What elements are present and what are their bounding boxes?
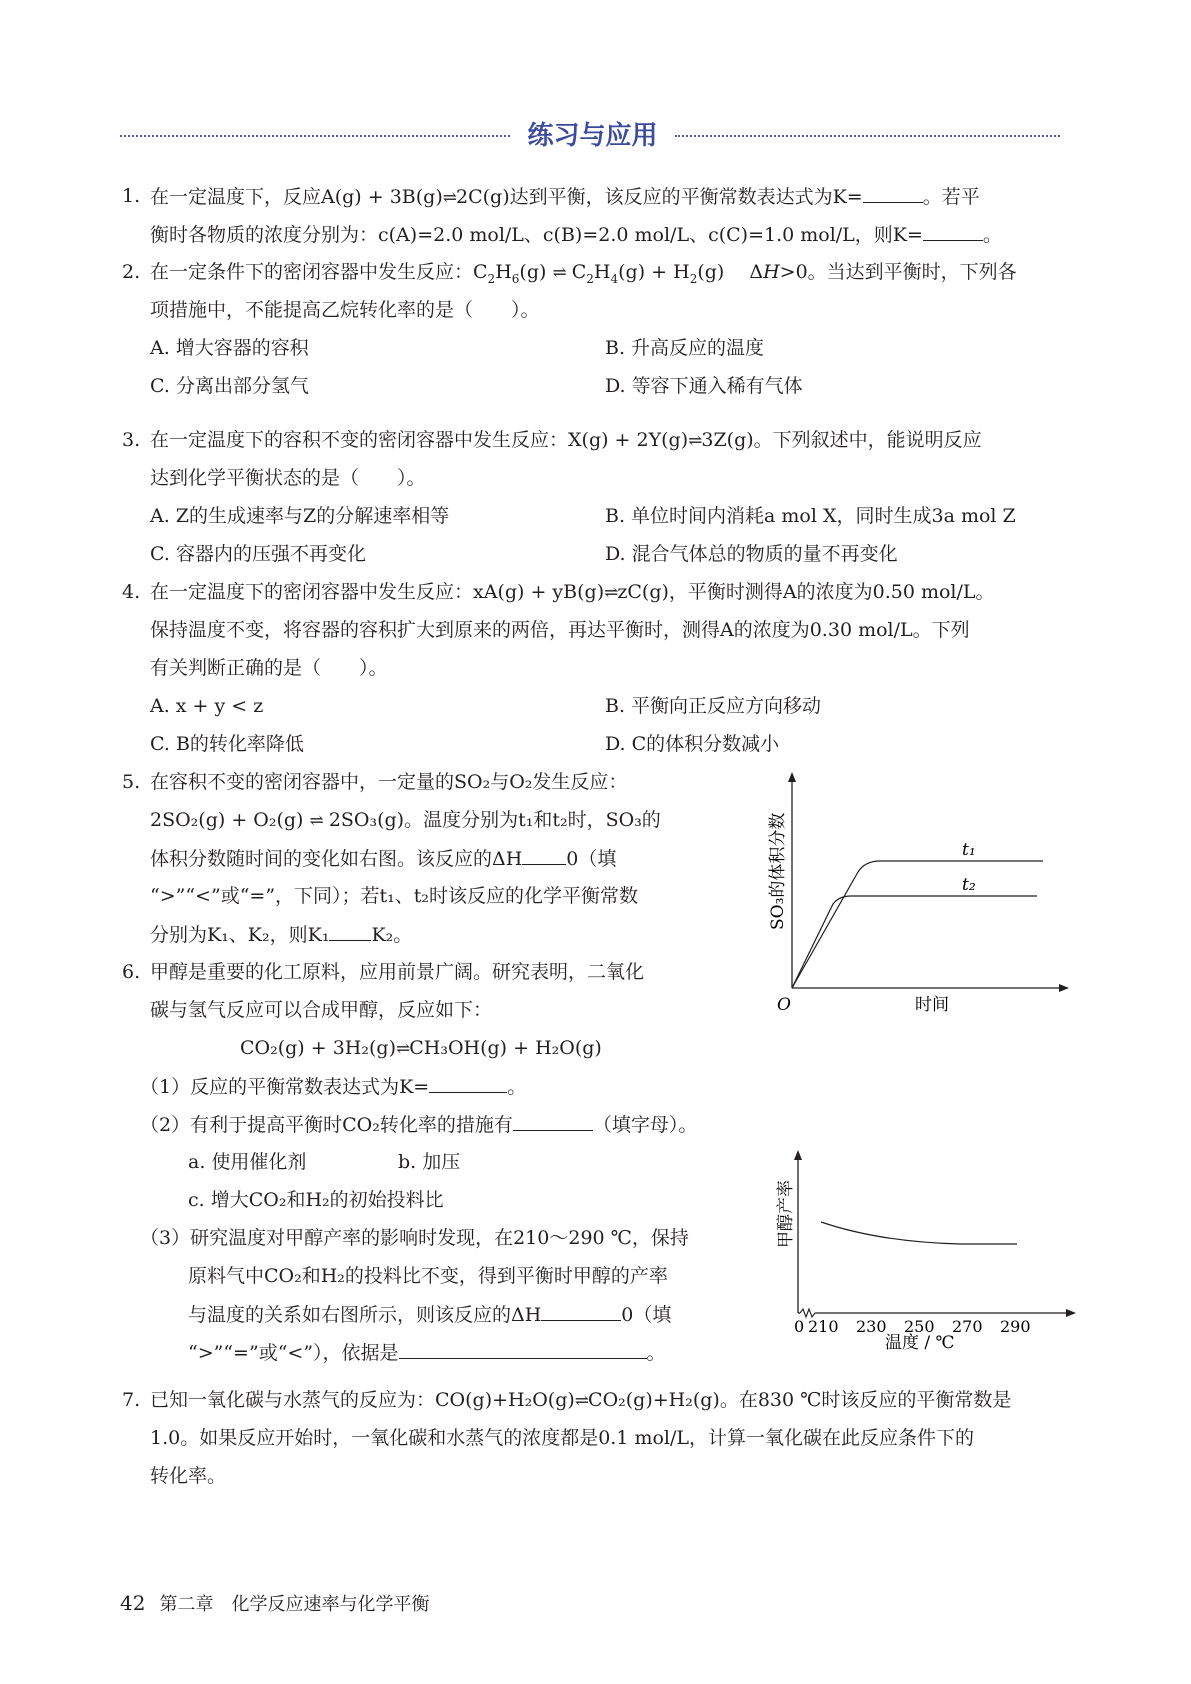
q6-eq-right: CH₃OH(g) + H₂O(g) bbox=[409, 1037, 602, 1059]
q5-line-3 bbox=[150, 846, 616, 871]
q6-part-1 bbox=[140, 1074, 526, 1099]
q4-line-2: 保持温度不变，将容器的容积扩大到原来的两倍，再达平衡时，测得A的浓度为0.30 mol/L。下列 bbox=[150, 619, 970, 641]
q1-text-b: 2C(g)达到平衡，该反应的平衡常数表达式为K= bbox=[456, 186, 863, 208]
q6-blank-3[interactable] bbox=[541, 1302, 621, 1321]
q5-line-5 bbox=[150, 922, 412, 947]
page-footer bbox=[120, 1590, 429, 1616]
tick-label: 270 bbox=[952, 1317, 983, 1336]
q7-line-3: 转化率。 bbox=[150, 1465, 227, 1487]
x-axis-label: 时间 bbox=[915, 995, 949, 1015]
q1-text-a: 在一定温度下，反应A(g) + 3B(g) bbox=[150, 186, 443, 208]
equilibrium-arrow-icon: ⇌ bbox=[552, 263, 566, 283]
page-number: 42 bbox=[120, 1591, 146, 1615]
q5-line-2 bbox=[150, 808, 661, 833]
tick-label: 290 bbox=[1000, 1317, 1031, 1336]
q6-number: 6. bbox=[122, 961, 141, 983]
q6-blank-2[interactable] bbox=[513, 1112, 593, 1131]
tick-label: 250 bbox=[904, 1317, 935, 1336]
curve-t2 bbox=[792, 896, 1037, 988]
q5-text-2a: 2SO₂(g) + O₂(g) bbox=[150, 809, 304, 831]
q1-line-1 bbox=[150, 184, 980, 210]
q3-option-d[interactable]: D. 混合气体总的物质的量不再变化 bbox=[605, 543, 898, 565]
q2-option-d[interactable]: D. 等容下通入稀有气体 bbox=[605, 375, 803, 397]
q3-option-b[interactable]: B. 单位时间内消耗a mol X，同时生成3a mol Z bbox=[605, 505, 1016, 527]
q3-number: 3. bbox=[122, 429, 141, 451]
q4-line-3: 有关判断正确的是（ ）。 bbox=[150, 657, 388, 679]
equilibrium-arrow-icon: ⇌ bbox=[688, 431, 702, 451]
equilibrium-arrow-icon: ⇌ bbox=[604, 583, 618, 603]
axis-break-icon bbox=[800, 1309, 815, 1317]
q6-p3-text-4b: 。 bbox=[646, 1342, 666, 1364]
equilibrium-arrow-icon: ⇌ bbox=[309, 811, 323, 831]
q7-number: 7. bbox=[122, 1389, 141, 1411]
q6-part-3-line-2: 原料气中CO₂和H₂的投料比不变，得到平衡时甲醇的产率 bbox=[188, 1265, 668, 1287]
q6-part-3-line-4 bbox=[188, 1340, 666, 1365]
q6-part-2 bbox=[140, 1112, 697, 1137]
q2-option-c[interactable]: C. 分离出部分氢气 bbox=[150, 375, 309, 397]
q4-number: 4. bbox=[122, 581, 141, 603]
tick-label: 0 bbox=[794, 1317, 805, 1336]
q5-number: 5. bbox=[122, 771, 141, 793]
q5-blank-2[interactable] bbox=[329, 922, 371, 941]
q6-blank-1[interactable] bbox=[429, 1074, 507, 1093]
q5-text-3b: 0（填 bbox=[566, 848, 617, 870]
q1-blank-1[interactable] bbox=[863, 184, 923, 203]
q5-text-5a: 分别为K₁、K₂，则K₁ bbox=[150, 924, 330, 946]
equilibrium-arrow-icon: ⇌ bbox=[442, 188, 456, 208]
label-t2: t₂ bbox=[962, 875, 976, 895]
dotted-rule-right bbox=[675, 135, 1060, 137]
q6-part-3-line-1: （3）研究温度对甲醇产率的影响时发现，在210～290 ℃，保持 bbox=[140, 1227, 689, 1249]
y-axis-label: 甲醇产率 bbox=[776, 1180, 796, 1248]
q5-text-3a: 体积分数随时间的变化如右图。该反应的ΔH bbox=[150, 848, 523, 870]
q3-text-b: 3Z(g)。下列叙述中，能说明反应 bbox=[701, 429, 982, 451]
q6-p1-end: 。 bbox=[507, 1076, 527, 1098]
q1-line-2 bbox=[150, 222, 1002, 247]
q6-p1-text: （1）反应的平衡常数表达式为K= bbox=[140, 1076, 430, 1098]
q3-option-c[interactable]: C. 容器内的压强不再变化 bbox=[150, 543, 366, 565]
y-axis-arrow-icon bbox=[788, 772, 796, 782]
q1-text-d: 衡时各物质的浓度分别为：c(A)=2.0 mol/L、c(B)=2.0 mol/L、c(C)=1.0 mol/L，则K= bbox=[150, 224, 923, 246]
q6-p2-end: （填字母）。 bbox=[592, 1114, 698, 1136]
q6-p3-text-3a: 与温度的关系如右图所示，则该反应的ΔH bbox=[188, 1304, 542, 1326]
q4-option-d[interactable]: D. C的体积分数减小 bbox=[605, 733, 780, 755]
section-title: 练习与应用 bbox=[527, 121, 658, 151]
q4-option-b[interactable]: B. 平衡向正反应方向移动 bbox=[605, 695, 822, 717]
q4-option-c[interactable]: C. B的转化率降低 bbox=[150, 733, 304, 755]
tick-label: 210 bbox=[808, 1317, 839, 1336]
curve-t1 bbox=[792, 861, 1043, 988]
q1-text-c: 。若平 bbox=[922, 186, 980, 208]
q6-p3-text-3b: 0（填 bbox=[621, 1304, 672, 1326]
q2-text-a: 在一定条件下的密闭容器中发生反应：C bbox=[150, 261, 488, 283]
q3-line-2: 达到化学平衡状态的是（ ）。 bbox=[150, 467, 426, 489]
q6-blank-4[interactable] bbox=[399, 1340, 647, 1359]
q1-blank-2[interactable] bbox=[923, 222, 983, 241]
tick-label: 230 bbox=[856, 1317, 887, 1336]
q6-p2-text: （2）有利于提高平衡时CO₂转化率的措施有 bbox=[140, 1114, 513, 1136]
q2-line-2: 项措施中，不能提高乙烷转化率的是（ ）。 bbox=[150, 299, 540, 321]
section-heading bbox=[0, 116, 1191, 156]
q3-line-1 bbox=[150, 428, 982, 453]
q6-p3-text-4a: “>”“=”或“<”），依据是 bbox=[188, 1342, 399, 1364]
q6-line-1: 甲醇是重要的化工原料，应用前景广阔。研究表明，二氧化 bbox=[150, 961, 645, 983]
q5-text-5b: K₂。 bbox=[371, 924, 413, 946]
q4-text-a: 在一定温度下的密闭容器中发生反应：xA(g) + yB(g) bbox=[150, 581, 605, 603]
label-t1: t₁ bbox=[962, 840, 976, 860]
q7-line-1 bbox=[150, 1388, 1011, 1413]
q6-equation bbox=[240, 1036, 602, 1061]
q2-number: 2. bbox=[122, 261, 141, 283]
q6-line-2: 碳与氢气反应可以合成甲醇，反应如下： bbox=[150, 999, 493, 1021]
figure-so3-vs-time bbox=[755, 770, 1075, 1015]
q2-option-b[interactable]: B. 升高反应的温度 bbox=[605, 337, 765, 359]
equilibrium-arrow-icon: ⇌ bbox=[574, 1391, 589, 1411]
q1-number: 1. bbox=[122, 185, 141, 207]
x-axis-arrow-icon bbox=[1059, 984, 1069, 992]
x-axis-label: 温度 / ℃ bbox=[885, 1333, 955, 1353]
y-axis-label: SO₃的体积分数 bbox=[768, 812, 788, 930]
figure-methanol-yield-vs-temperature bbox=[760, 1148, 1080, 1358]
q5-text-2b: 2SO₃(g)。温度分别为t₁和t₂时，SO₃的 bbox=[328, 809, 661, 831]
x-axis-arrow-icon bbox=[1066, 1309, 1076, 1317]
q6-option-b[interactable]: b. 加压 bbox=[398, 1151, 461, 1173]
q7-text-1b: CO₂(g)+H₂(g)。在830 ℃时该反应的平衡常数是 bbox=[588, 1389, 1012, 1411]
chapter-title: 第二章 化学反应速率与化学平衡 bbox=[159, 1594, 430, 1615]
q4-text-b: zC(g)，平衡时测得A的浓度为0.50 mol/L。 bbox=[617, 581, 995, 603]
q5-blank-1[interactable] bbox=[522, 846, 566, 865]
q3-text-a: 在一定温度下的容积不变的密闭容器中发生反应：X(g) + 2Y(g) bbox=[150, 429, 689, 451]
equilibrium-arrow-icon: ⇌ bbox=[395, 1039, 410, 1059]
q5-line-1: 在容积不变的密闭容器中，一定量的SO₂与O₂发生反应： bbox=[150, 771, 628, 793]
q7-text-1a: 已知一氧化碳与水蒸气的反应为：CO(g)+H₂O(g) bbox=[150, 1389, 575, 1411]
q7-line-2: 1.0。如果反应开始时，一氧化碳和水蒸气的浓度都是0.1 mol/L，计算一氧化碳在此反应条件下的 bbox=[150, 1427, 975, 1449]
yield-curve bbox=[821, 1222, 1017, 1244]
q6-part-3-line-3 bbox=[188, 1302, 671, 1327]
q6-eq-left: CO₂(g) + 3H₂(g) bbox=[240, 1037, 396, 1059]
q4-line-1 bbox=[150, 580, 995, 605]
origin-label: O bbox=[777, 995, 791, 1015]
q4-option-a[interactable]: A. x + y < z bbox=[150, 695, 264, 717]
q2-line-1: 在一定条件下的密闭容器中发生反应：$C_2H_6(g)$ ⇌ $C_2H_4(g) + H_2(g)$ ΔH>0。当达到平衡时，下列各 bbox=[150, 261, 1017, 286]
dotted-rule-left bbox=[120, 135, 510, 137]
q6-option-a[interactable]: a. 使用催化剂 bbox=[188, 1151, 307, 1173]
q2-option-a[interactable]: A. 增大容器的容积 bbox=[150, 337, 309, 359]
q1-text-e: 。 bbox=[982, 224, 1002, 246]
q5-line-4: “>”“<”或“=”，下同）；若t₁、t₂时该反应的化学平衡常数 bbox=[150, 885, 639, 907]
q6-option-c[interactable]: c. 增大CO₂和H₂的初始投料比 bbox=[188, 1189, 444, 1211]
y-axis-arrow-icon bbox=[794, 1150, 802, 1160]
q3-option-a[interactable]: A. Z的生成速率与Z的分解速率相等 bbox=[150, 505, 450, 527]
